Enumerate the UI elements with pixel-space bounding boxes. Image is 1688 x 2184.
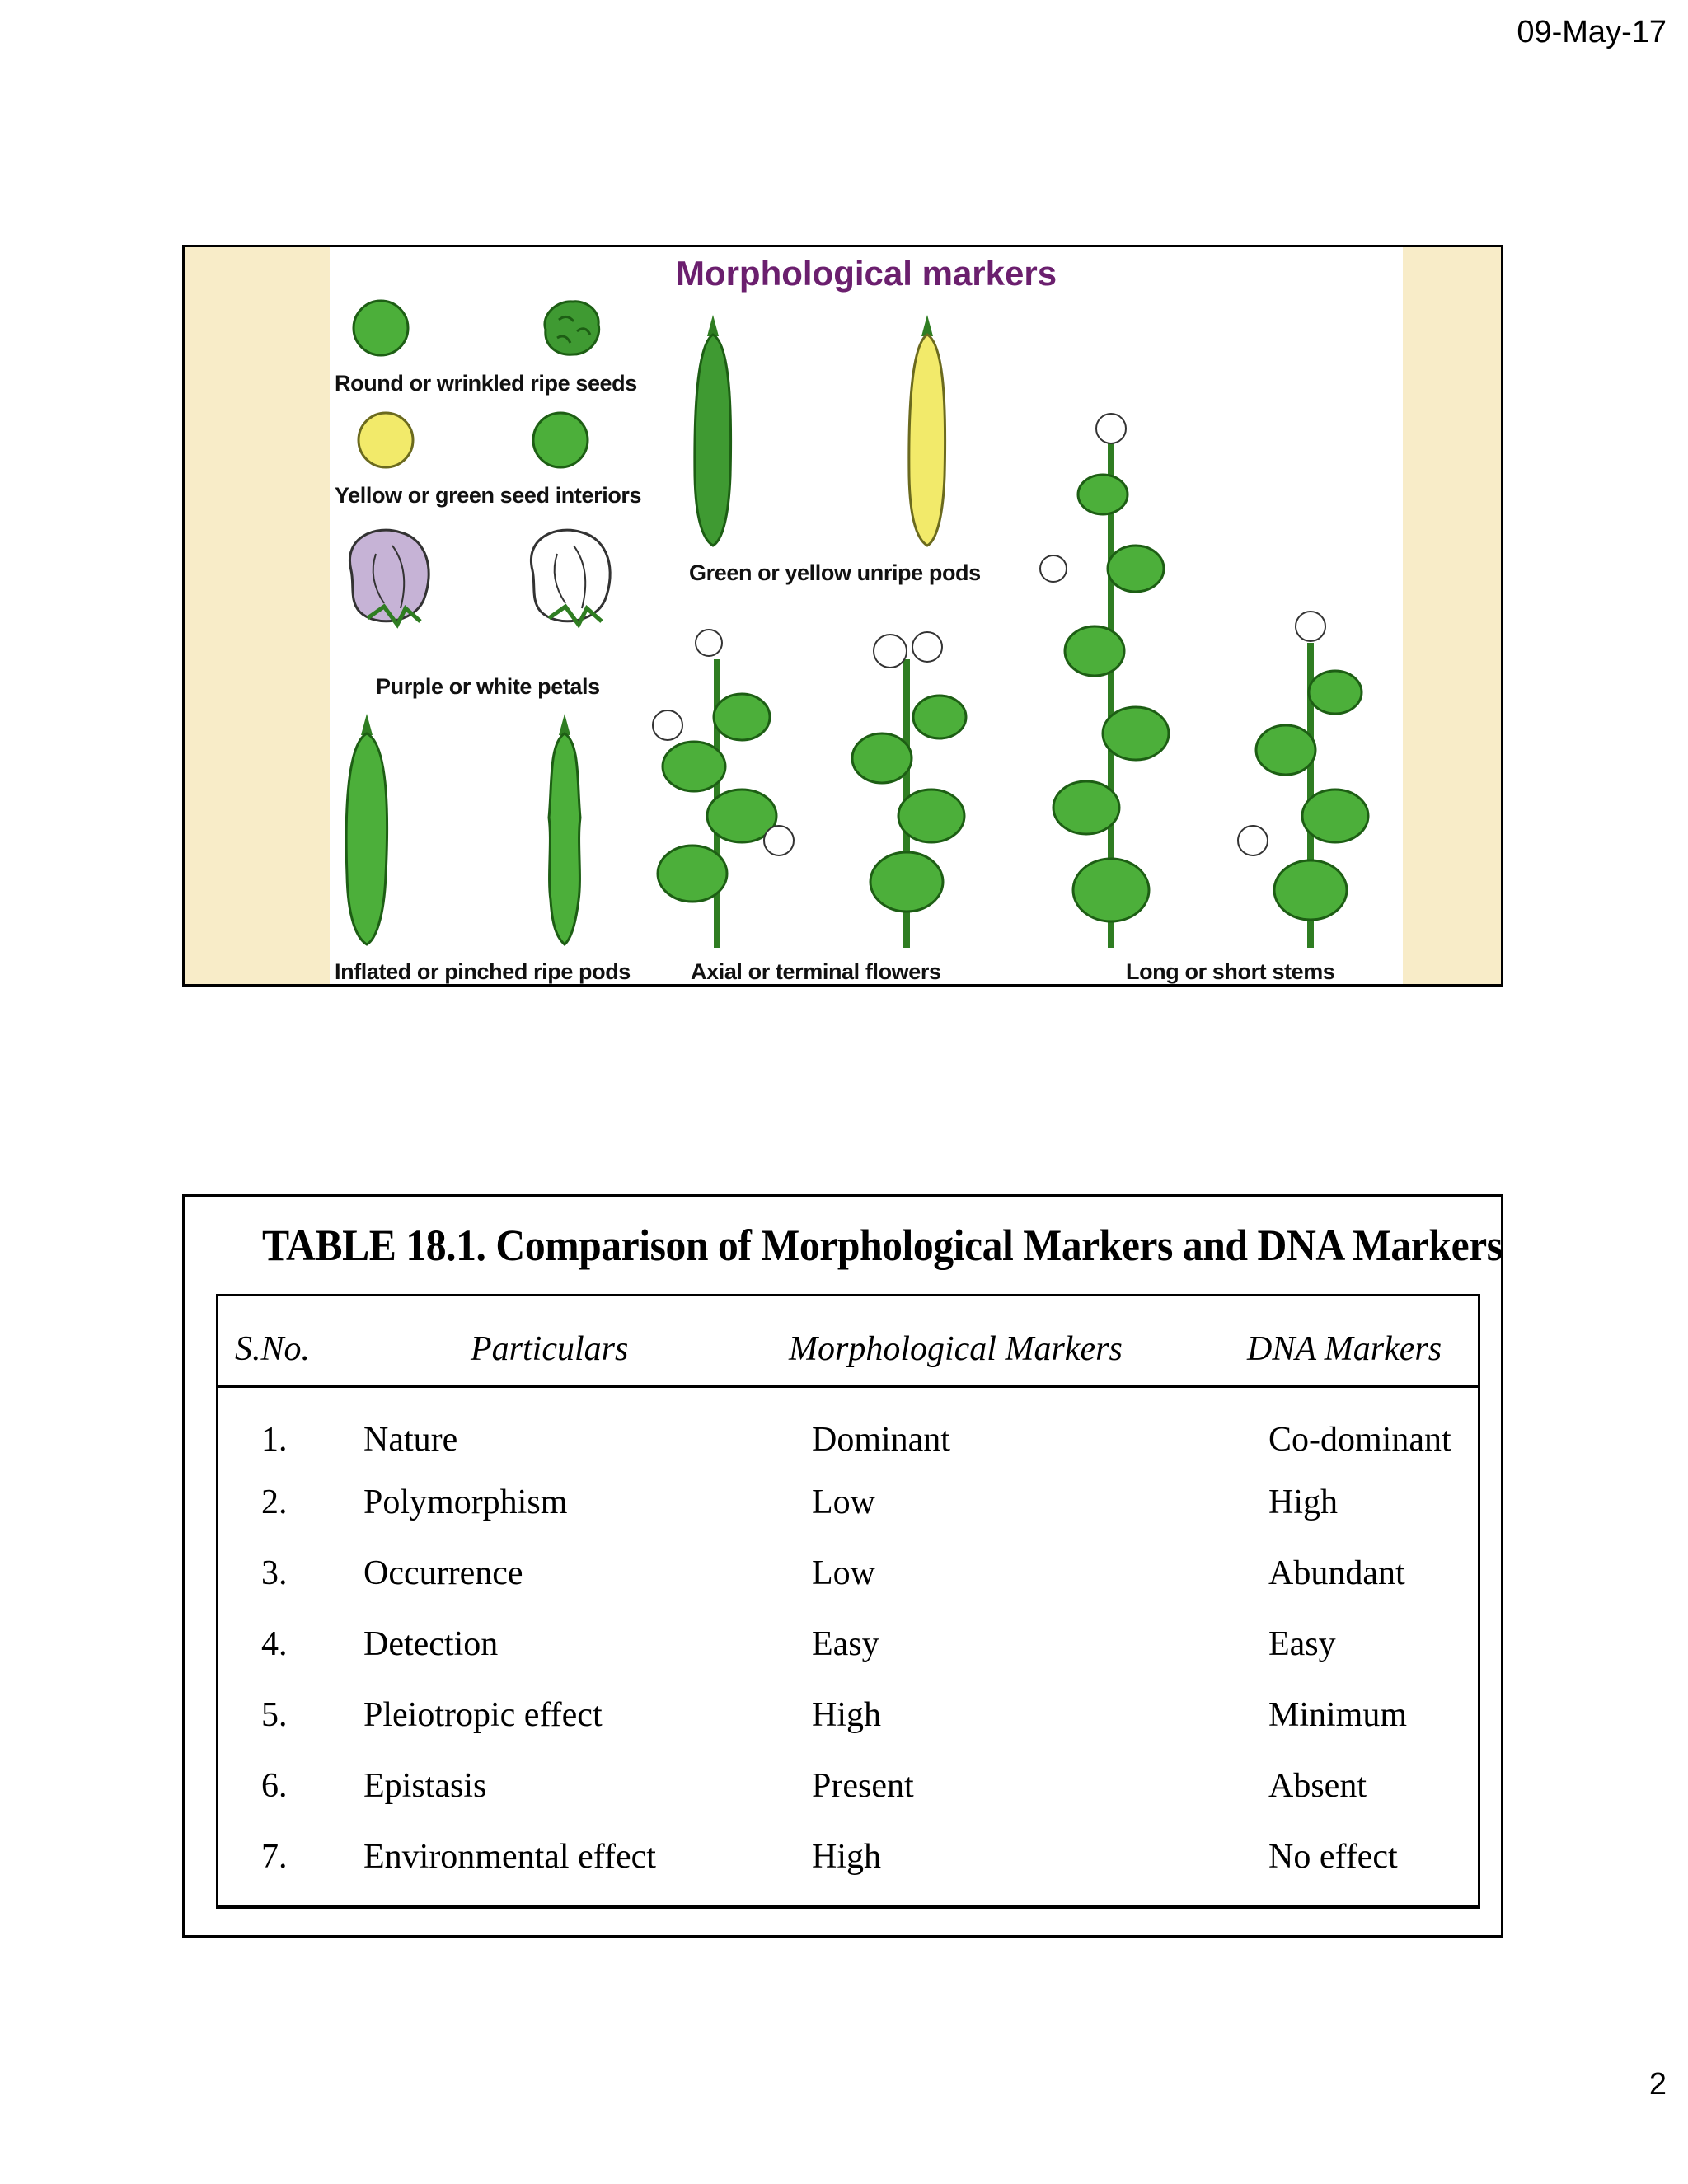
cell-dna: High <box>1268 1483 1338 1521</box>
caption-flowers: Axial or terminal flowers <box>691 959 941 984</box>
cell-dna: Co-dominant <box>1268 1421 1451 1459</box>
terminal-flower-plant-illustration <box>816 610 997 956</box>
cell-sno: 3. <box>261 1554 288 1592</box>
slide-content-area <box>330 247 1403 984</box>
green-unripe-pod-illustration <box>684 312 742 551</box>
table-row <box>218 1837 1478 1895</box>
short-stem-plant-illustration <box>1228 593 1393 956</box>
caption-petals: Purple or white petals <box>376 674 600 699</box>
cell-particulars: Polymorphism <box>363 1483 568 1521</box>
cell-morphological: Low <box>812 1483 875 1521</box>
white-petal-illustration <box>516 521 623 636</box>
cell-dna: Absent <box>1268 1767 1367 1805</box>
header-particulars: Particulars <box>471 1330 629 1368</box>
slide-title: Morphological markers <box>675 254 1057 293</box>
table-row <box>218 1766 1478 1824</box>
yellow-unripe-pod-illustration <box>898 312 956 551</box>
cell-dna: Minimum <box>1268 1696 1408 1734</box>
table-row <box>218 1420 1478 1478</box>
cell-morphological: Low <box>812 1554 875 1592</box>
cell-morphological: Present <box>812 1767 914 1805</box>
cell-dna: Easy <box>1268 1625 1336 1663</box>
comparison-table <box>216 1294 1480 1909</box>
cell-sno: 4. <box>261 1625 288 1663</box>
wrinkled-seed-illustration <box>536 295 610 361</box>
table-row <box>218 1624 1478 1682</box>
cell-sno: 6. <box>261 1767 288 1805</box>
cell-particulars: Environmental effect <box>363 1838 656 1876</box>
cell-dna: No effect <box>1268 1838 1398 1876</box>
cell-dna: Abundant <box>1268 1554 1405 1592</box>
yellow-seed-illustration <box>354 409 420 475</box>
green-seed-interior-illustration <box>529 409 595 475</box>
table-row <box>218 1483 1478 1540</box>
header-sno: S.No. <box>235 1330 311 1368</box>
page-number: 2 <box>1648 2067 1667 2102</box>
round-wrinkled-seeds-illustration <box>348 295 513 361</box>
cell-morphological: Easy <box>812 1625 879 1663</box>
caption-stems: Long or short stems <box>1126 959 1335 984</box>
header-dna-markers: DNA Markers <box>1247 1330 1442 1368</box>
cell-sno: 1. <box>261 1421 288 1459</box>
long-stem-plant-illustration <box>1020 404 1210 956</box>
cell-sno: 2. <box>261 1483 288 1521</box>
cell-particulars: Detection <box>363 1625 499 1663</box>
page-date: 09-May-17 <box>1517 15 1667 49</box>
caption-interiors: Yellow or green seed interiors <box>335 483 642 508</box>
purple-petal-illustration <box>335 521 442 636</box>
slide-morphological-markers <box>182 245 1503 987</box>
cell-particulars: Epistasis <box>363 1767 487 1805</box>
pinched-ripe-pod-illustration <box>536 710 593 949</box>
table-title: TABLE 18.1. Comparison of Morphological Markers and DNA Markers <box>262 1221 1503 1270</box>
cell-sno: 5. <box>261 1696 288 1734</box>
caption-ripe-pods: Inflated or pinched ripe pods <box>335 959 631 984</box>
cell-sno: 7. <box>261 1838 288 1876</box>
table-row <box>218 1695 1478 1753</box>
caption-seeds: Round or wrinkled ripe seeds <box>335 371 637 396</box>
cell-particulars: Pleiotropic effect <box>363 1696 603 1734</box>
cell-morphological: Dominant <box>812 1421 950 1459</box>
slide-comparison-table <box>182 1194 1503 1938</box>
axial-flower-plant-illustration <box>618 610 816 956</box>
inflated-ripe-pod-illustration <box>338 710 396 949</box>
cell-morphological: High <box>812 1696 881 1734</box>
cell-particulars: Nature <box>363 1421 458 1459</box>
cell-particulars: Occurrence <box>363 1554 523 1592</box>
header-morphological-markers: Morphological Markers <box>789 1330 1123 1368</box>
table-row <box>218 1554 1478 1611</box>
cell-morphological: High <box>812 1838 881 1876</box>
table-header-row <box>218 1296 1478 1388</box>
caption-unripe-pods: Green or yellow unripe pods <box>689 560 981 585</box>
